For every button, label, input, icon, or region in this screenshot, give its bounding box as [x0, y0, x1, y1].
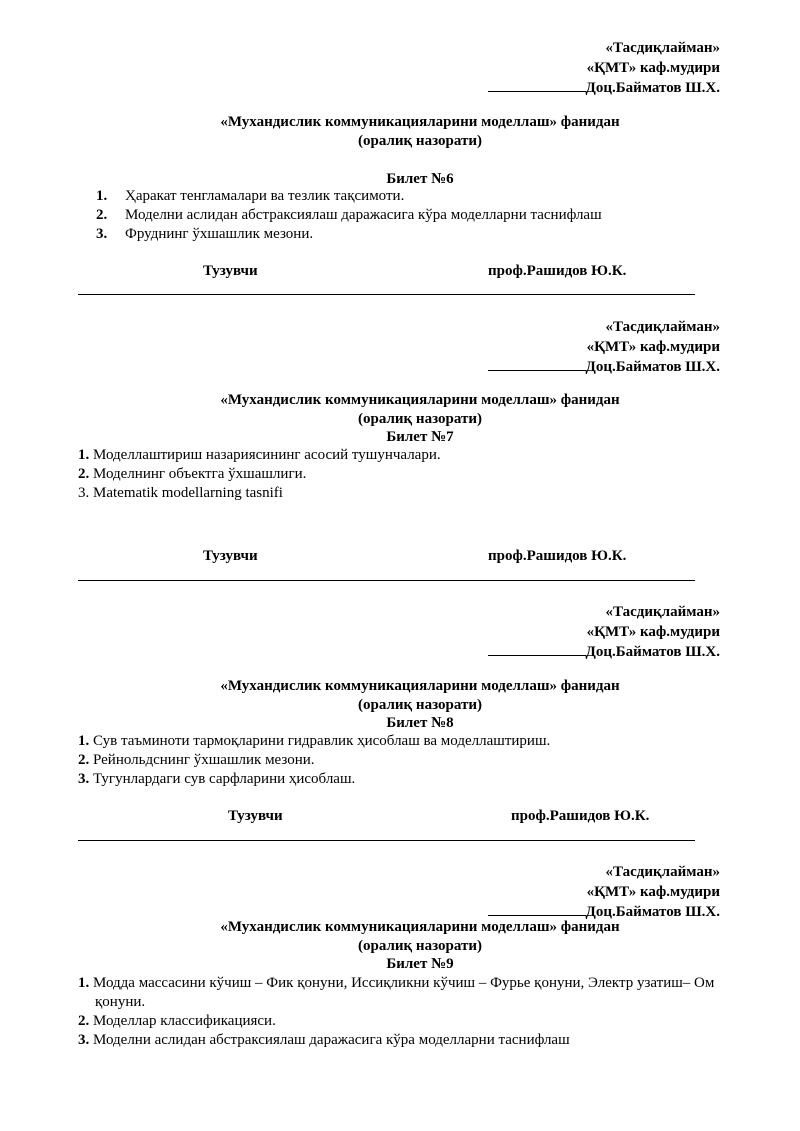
question-number: 3.: [78, 771, 90, 787]
approval-signer-name: Доц.Байматов Ш.Х.: [585, 904, 720, 920]
question-item: [78, 484, 768, 503]
signature-line: [488, 902, 586, 916]
subject-subtitle: (оралиқ назорати): [358, 411, 482, 427]
ticket-number: Билет №9: [386, 956, 454, 972]
question-list: [78, 974, 768, 1050]
subject-title: «Мухандислик коммуникацияларини моделлаш» фанидан: [220, 678, 620, 694]
compiler-role: Тузувчи: [203, 263, 258, 279]
compiler-role: Тузувчи: [228, 808, 283, 824]
question-item: [78, 770, 768, 789]
subject-heading: [0, 918, 800, 956]
approval-signer: [470, 357, 720, 377]
signature-line: [488, 642, 586, 656]
question-text: Моделлар классификацияси.: [93, 1013, 276, 1029]
ticket-number: Билет №6: [386, 171, 454, 187]
question-text: Сув таъминоти тармоқларини гидравлик ҳисоблаш ва моделлаштириш.: [93, 733, 551, 749]
question-text: Моделнинг объектга ўхшашлиги.: [93, 466, 307, 482]
approval-signer: [470, 642, 720, 662]
question-text: Рейнольдснинг ўхшашлик мезони.: [93, 752, 315, 768]
question-number: 1.: [78, 975, 90, 991]
question-number: 2.: [78, 752, 90, 768]
approval-title: «Тасдиқлайман»: [605, 604, 720, 620]
question-item: [78, 446, 768, 465]
subject-subtitle: (оралиқ назорати): [358, 133, 482, 149]
question-item: [78, 206, 768, 225]
separator-line: [78, 580, 695, 581]
question-list: [78, 187, 768, 244]
question-number: 2.: [78, 466, 90, 482]
approval-position: «ҚМТ» каф.мудири: [586, 624, 720, 640]
approval-position: «ҚМТ» каф.мудири: [586, 60, 720, 76]
question-list: [78, 732, 768, 789]
question-text: Ҳаракат тенгламалари ва тезлик тақсимоти.: [125, 188, 405, 204]
question-number: 2.: [78, 1013, 90, 1029]
question-item: [78, 187, 768, 206]
subject-heading: [0, 677, 800, 715]
question-number: 1.: [78, 733, 90, 749]
approval-title: «Тасдиқлайман»: [605, 864, 720, 880]
question-number: 3.: [96, 226, 108, 242]
approval-signer-name: Доц.Байматов Ш.Х.: [585, 80, 720, 96]
approval-position: «ҚМТ» каф.мудири: [586, 339, 720, 355]
question-text: Модда массасини кўчиш – Фик қонуни, Иссиқликни кўчиш – Фурье қонуни, Электр узатиш– Ом қонуни.: [93, 975, 715, 1010]
question-item: [78, 225, 768, 244]
signature-line: [488, 357, 586, 371]
question-item: [78, 751, 768, 770]
subject-title: «Мухандислик коммуникацияларини моделлаш» фанидан: [220, 392, 620, 408]
question-item: [78, 465, 768, 484]
question-item: [78, 974, 768, 1012]
compiler-name: проф.Рашидов Ю.К.: [511, 808, 650, 824]
question-text: Моделни аслидан абстраксиялаш даражасига кўра моделларни таснифлаш: [93, 1032, 570, 1048]
compiler-name: проф.Рашидов Ю.К.: [488, 263, 627, 279]
approval-signer-name: Доц.Байматов Ш.Х.: [585, 359, 720, 375]
approval-block: [470, 862, 720, 922]
subject-heading: [0, 113, 800, 151]
question-text: Тугунлардаги сув сарфларини ҳисоблаш.: [93, 771, 356, 787]
subject-subtitle: (оралиқ назорати): [358, 697, 482, 713]
approval-block: [470, 602, 720, 662]
signature-line: [488, 78, 586, 92]
question-item: [78, 1031, 768, 1050]
question-number: 3.: [78, 485, 90, 501]
ticket-number: Билет №8: [386, 715, 454, 731]
approval-block: [470, 38, 720, 98]
approval-position: «ҚМТ» каф.мудири: [586, 884, 720, 900]
question-list: [78, 446, 768, 503]
subject-subtitle: (оралиқ назорати): [358, 938, 482, 954]
approval-signer-name: Доц.Байматов Ш.Х.: [585, 644, 720, 660]
question-number: 2.: [96, 207, 108, 223]
compiler-name: проф.Рашидов Ю.К.: [488, 548, 627, 564]
subject-heading: [0, 391, 800, 429]
approval-signer: [470, 78, 720, 98]
question-text: Моделлаштириш назариясининг асосий тушунчалари.: [93, 447, 441, 463]
approval-title: «Тасдиқлайман»: [605, 40, 720, 56]
separator-line: [78, 294, 695, 295]
approval-block: [470, 317, 720, 377]
question-text: Matematik modellarning tasnifi: [93, 485, 283, 501]
question-number: 1.: [78, 447, 90, 463]
question-number: 3.: [78, 1032, 90, 1048]
ticket-number: Билет №7: [386, 429, 454, 445]
subject-title: «Мухандислик коммуникацияларини моделлаш» фанидан: [220, 919, 620, 935]
question-item: [78, 732, 768, 751]
question-text: Моделни аслидан абстраксиялаш даражасига кўра моделларни таснифлаш: [125, 207, 602, 223]
question-text: Фруднинг ўхшашлик мезони.: [125, 226, 314, 242]
compiler-role: Тузувчи: [203, 548, 258, 564]
approval-title: «Тасдиқлайман»: [605, 319, 720, 335]
separator-line: [78, 840, 695, 841]
question-number: 1.: [96, 188, 108, 204]
subject-title: «Мухандислик коммуникацияларини моделлаш» фанидан: [220, 114, 620, 130]
question-item: [78, 1012, 768, 1031]
